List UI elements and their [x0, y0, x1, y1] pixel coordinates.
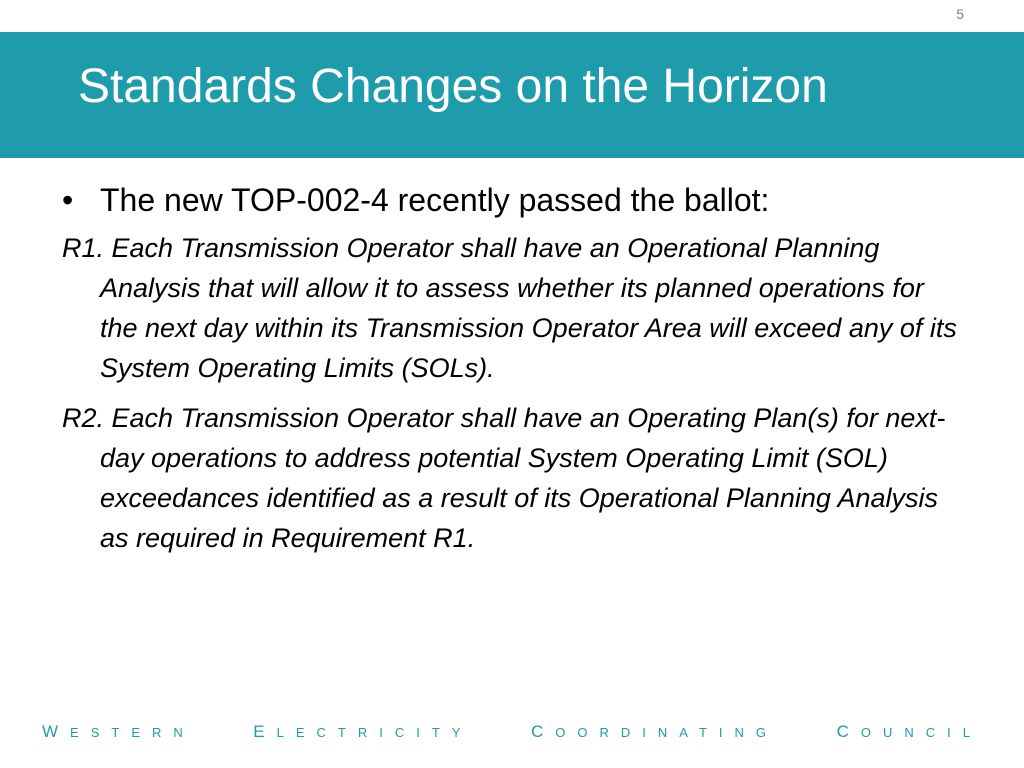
bullet-item: [62, 180, 962, 220]
requirement-r2: R2. Each Transmission Operator shall have an Operating Plan(s) for next-day operations to address potential System Operating Limit (SOL) exceedances identified as a result of its Operational Planning Analysis as required in Requirement R1.: [62, 403, 946, 553]
footer-word-council: [837, 722, 982, 742]
requirement-r1: R1. Each Transmission Operator shall have an Operational Planning Analysis that will allow it to assess whether its planned operations for the next day within its Transmission Operator Area will exceed any of its System Operating Limits (SOLs).: [62, 233, 957, 383]
footer-initial: C: [836, 722, 861, 741]
footer-word-western: [42, 722, 195, 742]
footer-initial: W: [42, 722, 71, 741]
footer-rest: LECTRICITY: [276, 725, 473, 740]
footer-organization: [42, 722, 982, 742]
footer-rest: OORDINATING: [555, 725, 779, 740]
footer-word-coordinating: [531, 722, 778, 742]
footer-initial: C: [531, 722, 556, 741]
bullet-text: The new TOP-002-4 recently passed the ballot:: [100, 182, 770, 218]
footer-word-electricity: [253, 722, 472, 742]
title-bar: [0, 32, 1024, 158]
page-number: 5: [956, 6, 964, 22]
slide-content: [62, 180, 962, 568]
slide-title: Standards Changes on the Horizon: [78, 60, 828, 113]
footer-initial: E: [253, 722, 277, 741]
footer-rest: OUNCIL: [860, 725, 982, 740]
footer-rest: ESTERN: [70, 725, 195, 740]
bullet-icon: •: [62, 182, 74, 218]
